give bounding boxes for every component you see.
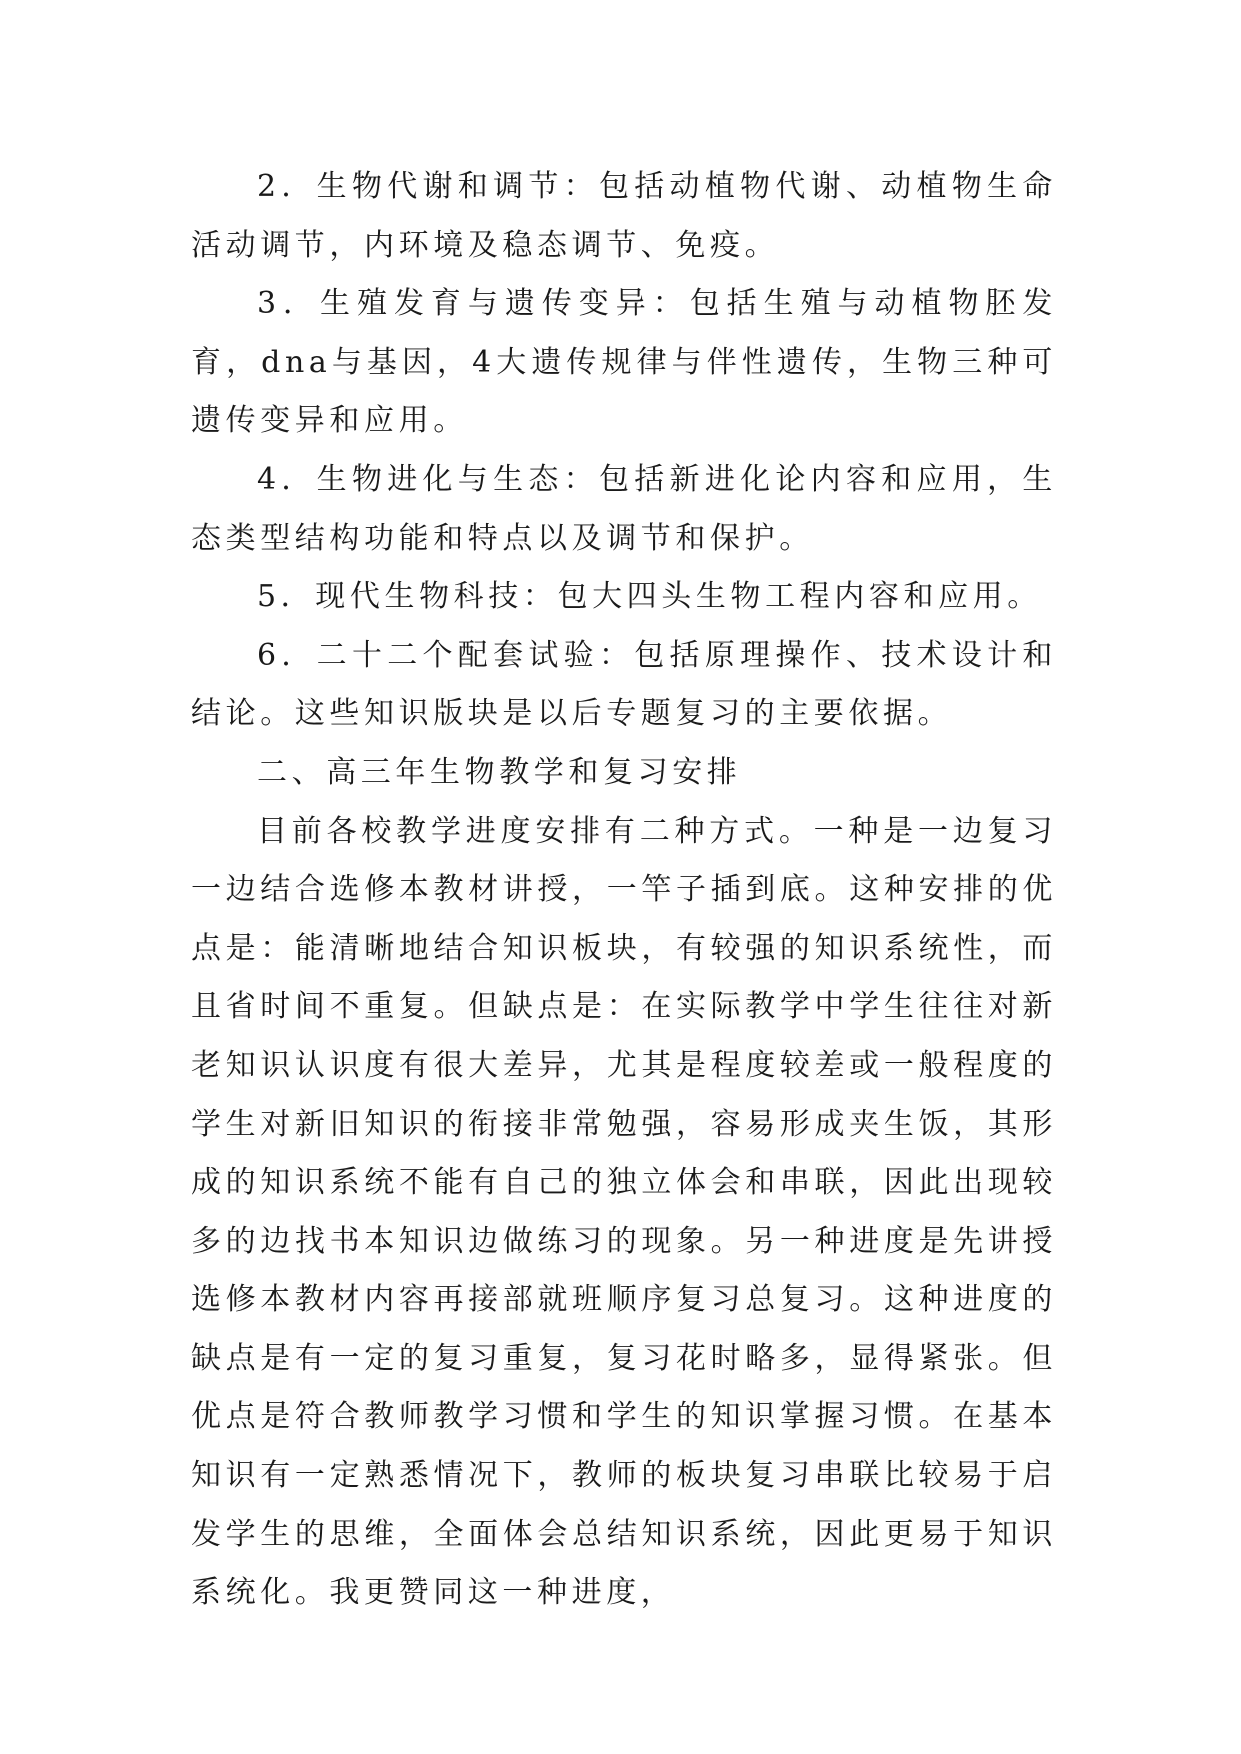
document-body: [191, 158, 1057, 1623]
paragraph-teaching-schedule: 目前各校教学进度安排有二种方式。一种是一边复习一边结合选修本教材讲授，一竿子插到底。这种安排的优点是：能清晰地结合知识板块，有较强的知识系统性，而且省时间不重复。但缺点是：在实际教学中学生往往对新老知识认识度有很大差异，尤其是程度较差或一般程度的学生对新旧知识的衔接非常勉强，容易形成夹生饭，其形成的知识系统不能有自己的独立体会和串联，因此出现较多的边找书本知识边做练习的现象。另一种进度是先讲授选修本教材内容再接部就班顺序复习总复习。这种进度的缺点是有一定的复习重复，复习花时略多，显得紧张。但优点是符合教师教学习惯和学生的知识掌握习惯。在基本知识有一定熟悉情况下，教师的板块复习串联比较易于启发学生的思维，全面体会总结知识系统，因此更易于知识系统化。我更赞同这一种进度，: [191, 813, 1057, 1611]
paragraph-biotech: 5．现代生物科技：包大四头生物工程内容和应用。: [257, 579, 1042, 615]
paragraph-experiments: 6．二十二个配套试验：包括原理操作、技术设计和结论。这些知识版块是以后专题复习的主要依据。: [191, 637, 1057, 732]
paragraph-reproduction-genetics: 3．生殖发育与遗传变异：包括生殖与动植物胚发育，dna与基因，4大遗传规律与伴性遗传，生物三种可遗传变异和应用。: [191, 286, 1057, 439]
paragraph-metabolism: 2．生物代谢和调节：包括动植物代谢、动植物生命活动调节，内环境及稳态调节、免疫。: [191, 169, 1057, 263]
paragraph-evolution-ecology: 4．生物进化与生态：包括新进化论内容和应用，生态类型结构功能和特点以及调节和保护。: [191, 461, 1057, 556]
section-heading: 二、高三年生物教学和复习安排: [257, 754, 742, 790]
